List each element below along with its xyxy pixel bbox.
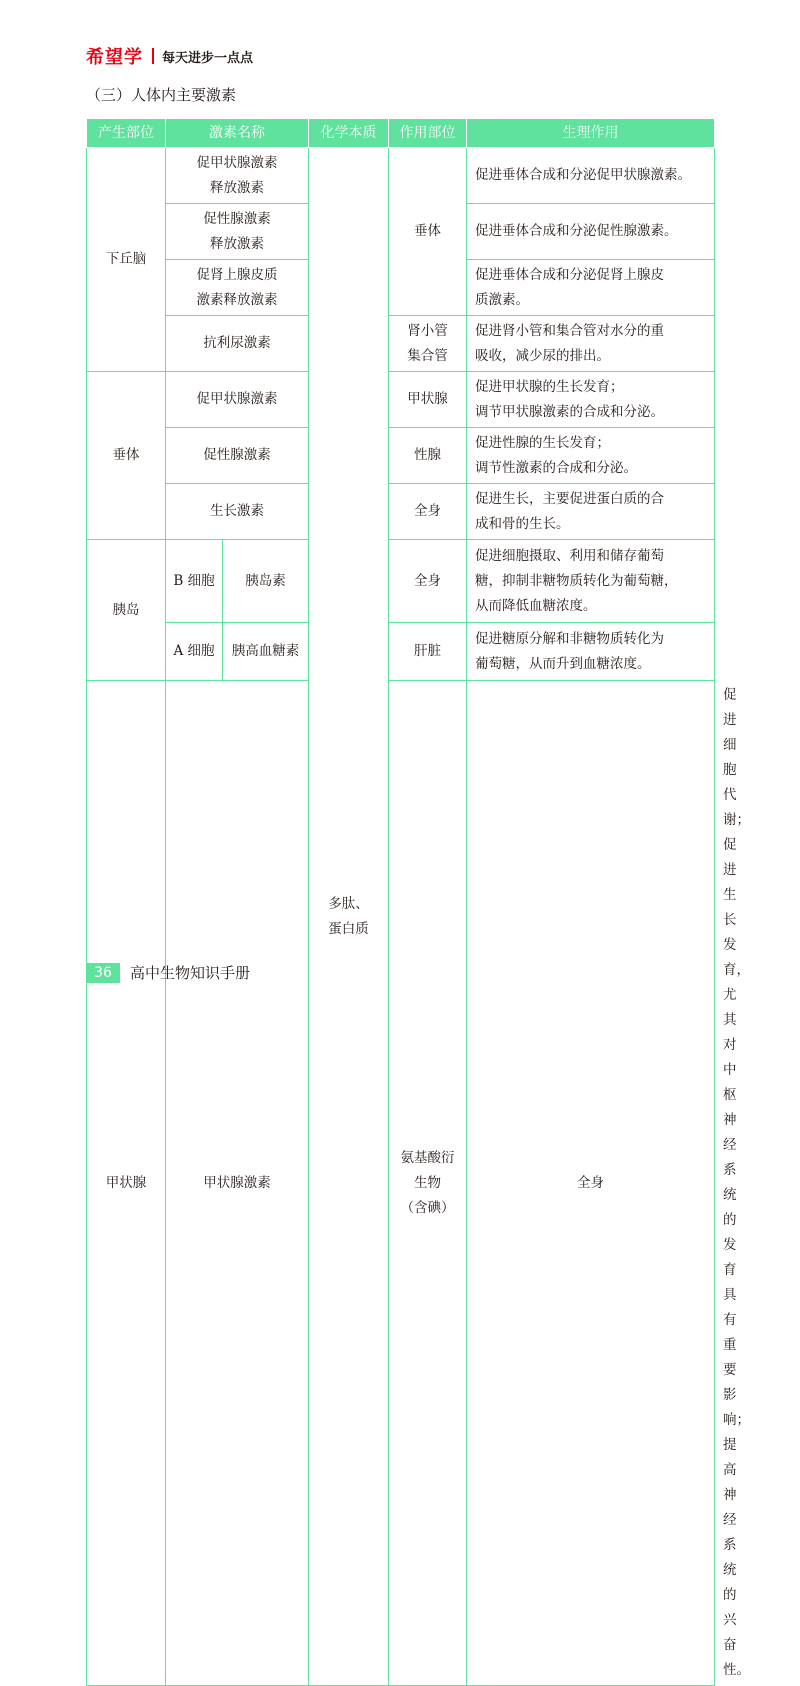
target-line: 肾小管 (407, 322, 448, 339)
target-cell (389, 316, 467, 372)
function-line: 促进垂体合成和分泌促甲状腺激素。 (475, 167, 691, 183)
table-row (87, 428, 715, 484)
page-header (86, 44, 253, 68)
function-line: 调节性激素的合成和分泌。 (475, 459, 637, 476)
function-cell (467, 623, 715, 681)
target-cell: 全身 (389, 484, 467, 540)
column-header-origin: 产生部位 (87, 119, 166, 148)
hormone-cell: 胰岛素 (223, 540, 309, 623)
column-header-target: 作用部位 (389, 119, 467, 148)
table-row: 甲状腺 甲状腺激素 氨基酸衍 生物 （含碘） 全身 促进细胞代谢； 促进生长发育，尤其对中枢神经系 统的发育具有重要影响； 提高神经系统的兴奋性。 (87, 681, 715, 1686)
function-cell (467, 148, 715, 204)
book-title: 高中生物知识手册 (130, 964, 251, 982)
table-row (87, 316, 715, 372)
target-cell: 性腺 (389, 428, 467, 484)
function-line: 促进细胞摄取、利用和储存葡萄 (475, 547, 664, 564)
column-header-hormone: 激素名称 (166, 119, 309, 148)
organ-cell: 下丘脑 (87, 148, 166, 372)
hormone-line: 释放激素 (210, 179, 264, 196)
table-header-row (87, 119, 715, 148)
function-cell (467, 372, 715, 428)
function-line: 吸收，减少尿的排出。 (475, 347, 610, 364)
hormone-line: 促性腺激素 (203, 210, 271, 227)
brand-slogan: 每天进步一点点 (162, 50, 254, 66)
target-cell: 垂体 (389, 148, 467, 316)
nature-line: 生物 (414, 1174, 441, 1191)
target-cell: 全身 (389, 540, 467, 623)
function-cell (467, 484, 715, 540)
column-header-nature: 化学本质 (309, 119, 389, 148)
function-cell (467, 204, 715, 260)
page-footer (86, 962, 250, 983)
hormone-cell: 抗利尿激素 (166, 316, 309, 372)
target-cell: 甲状腺 (389, 372, 467, 428)
header-divider (152, 48, 154, 64)
function-line: 促进甲状腺的生长发育； (475, 378, 624, 395)
column-header-function: 生理作用 (467, 119, 715, 148)
cell-type-cell: A 细胞 (166, 623, 223, 681)
hormone-table (86, 118, 750, 1686)
hormone-line: 促甲状腺激素 (196, 154, 278, 171)
organ-cell: 甲状腺 (87, 681, 166, 1686)
table-row (87, 372, 715, 428)
organ-cell: 垂体 (87, 372, 166, 540)
table-row (87, 623, 715, 681)
table-row (87, 540, 715, 623)
page-number: 36 (86, 963, 120, 983)
hormone-cell: 促性腺激素 (166, 428, 309, 484)
function-line: 从而降低血糖浓度。 (475, 597, 597, 614)
function-line: 糖，抑制非糖物质转化为葡萄糖， (475, 572, 678, 589)
function-line: 成和骨的生长。 (475, 515, 570, 532)
function-line: 促进性腺的生长发育； (475, 434, 610, 451)
function-cell (467, 428, 715, 484)
table-row (87, 148, 715, 204)
target-cell: 肝脏 (389, 623, 467, 681)
hormone-line: 促肾上腺皮质 (196, 266, 278, 283)
nature-cell (309, 148, 389, 1686)
hormone-cell: 生长激素 (166, 484, 309, 540)
target-cell: 全身 (467, 681, 715, 1686)
hormone-cell (166, 204, 309, 260)
nature-line: （含碘） (400, 1199, 455, 1216)
function-cell (467, 316, 715, 372)
hormone-line: 释放激素 (210, 235, 264, 252)
function-cell (467, 260, 715, 316)
cell-type-cell: B 细胞 (166, 540, 223, 623)
organ-cell: 胰岛 (87, 540, 166, 681)
hormone-cell (166, 260, 309, 316)
hormone-cell (166, 148, 309, 204)
nature-line: 多肽、 (328, 895, 369, 912)
function-cell (467, 540, 715, 623)
section-title: （三）人体内主要激素 (86, 86, 237, 104)
hormone-cell: 促甲状腺激素 (166, 372, 309, 428)
hormone-cell: 甲状腺激素 (166, 681, 309, 1686)
target-line: 集合管 (407, 347, 448, 364)
hormone-line: 激素释放激素 (196, 291, 278, 308)
function-line: 调节甲状腺激素的合成和分泌。 (475, 403, 664, 420)
function-line: 促进肾小管和集合管对水分的重 (475, 322, 664, 339)
function-line: 葡萄糖，从而升到血糖浓度。 (475, 655, 651, 672)
brand-logo: 希望学 (86, 47, 143, 68)
hormone-cell: 胰高血糖素 (223, 623, 309, 681)
nature-line: 氨基酸衍 (400, 1149, 455, 1166)
table-row (87, 484, 715, 540)
nature-cell (389, 681, 467, 1686)
function-line: 促进垂体合成和分泌促肾上腺皮 (475, 266, 664, 283)
nature-line: 蛋白质 (328, 920, 369, 937)
function-line: 促进糖原分解和非糖物质转化为 (475, 630, 664, 647)
function-line: 质激素。 (475, 291, 529, 308)
function-line: 促进生长，主要促进蛋白质的合 (475, 490, 664, 507)
function-line: 促进垂体合成和分泌促性腺激素。 (475, 223, 678, 239)
